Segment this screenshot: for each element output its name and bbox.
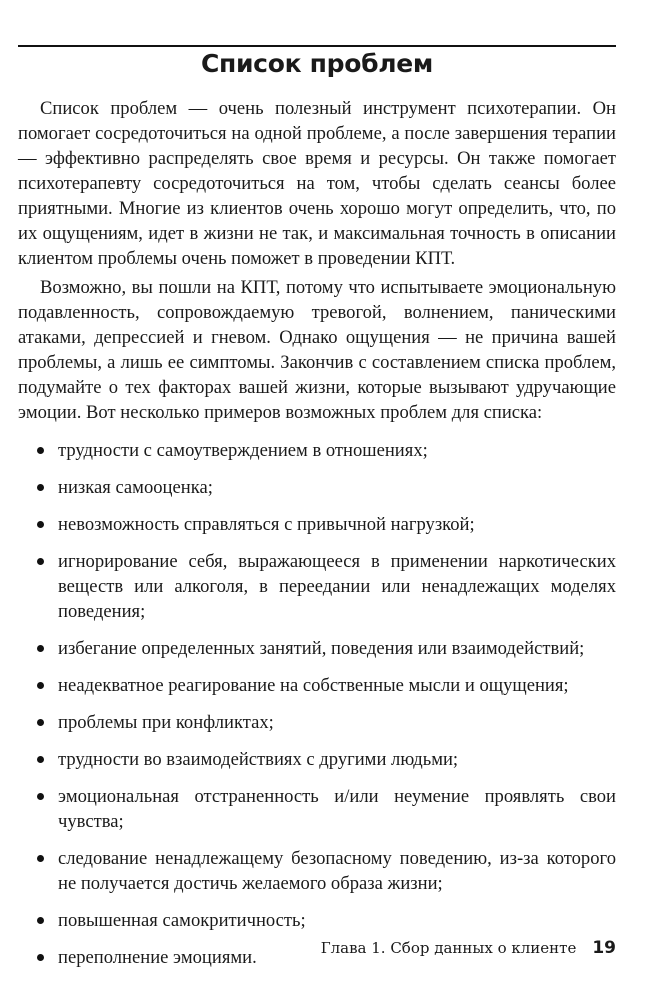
bullet-icon [37,756,44,763]
list-item [18,512,616,537]
page-number: 19 [592,938,616,958]
list-item [18,549,616,624]
list-item-text: трудности с самоутверждением в отношениях; [58,440,428,461]
bullet-icon [37,484,44,491]
bullet-icon [37,793,44,800]
paragraph: Список проблем — очень полезный инструмент психотерапии. Он помогает сосредоточиться на одной проблеме, а после завершения терапии — эффективно распределять свое время и ресурсы. Он также помогает психотерапевту сосредоточиться на том, чтобы сделать сеансы более приятными. Многие из клиентов очень хорошо могут определить, что, по их ощущениям, идет в жизни не так, и максимальная точность в описании клиентом проблемы очень поможет в проведении КПТ. [18,98,616,269]
list-item [18,747,616,772]
list-item-text: игнорирование себя, выражающееся в применении наркотических веществ или алкоголя, в переедании или ненадлежащих моделях поведения; [58,551,616,622]
list-item-text: низкая самооценка; [58,477,213,498]
list-item [18,673,616,698]
section-title: Список проблем [200,49,434,78]
list-item [18,475,616,500]
list-item [18,846,616,896]
bullet-icon [37,682,44,689]
list-item-text: следование ненадлежащему безопасному поведению, из-за которого не получается достичь желаемого образа жизни; [58,848,616,894]
chapter-title: Глава 1. Сбор данных о клиенте [320,939,577,957]
list-item [18,908,616,933]
list-item [18,784,616,834]
list-item-text: трудности во взаимодействиях с другими людьми; [58,749,459,770]
paragraph: Возможно, вы пошли на КПТ, потому что испытываете эмоциональную подавленность, сопровождаемую тревогой, волнением, паническими атаками, депрессией и гневом. Однако ощущения — не причина вашей проблемы, а лишь ее симптомы. Закончив с составлением списка проблем, подумайте о тех факторах вашей жизни, которые вызывают удручающие эмоции. Вот несколько примеров возможных проблем для списка: [18,277,616,423]
list-item-text: невозможность справляться с привычной нагрузкой; [58,514,475,535]
bullet-icon [37,917,44,924]
list-item-text: избегание определенных занятий, поведения или взаимодействий; [58,638,585,659]
list-item-text: неадекватное реагирование на собственные мысли и ощущения; [58,675,569,696]
bullet-icon [37,855,44,862]
list-item [18,438,616,463]
list-item-text: эмоциональная отстраненность и/или неумение проявлять свои чувства; [58,786,616,832]
page-footer [321,938,616,958]
list-item [18,636,616,661]
list-item-text: проблемы при конфликтах; [58,712,274,733]
bullet-icon [37,558,44,565]
bullet-icon [37,645,44,652]
page-content [18,96,616,982]
bullet-icon [37,954,44,961]
problem-list [18,438,616,970]
list-item-text: переполнение эмоциями. [58,947,257,968]
bullet-icon [37,719,44,726]
bullet-icon [37,447,44,454]
list-item-text: повышенная самокритичность; [58,910,306,931]
bullet-icon [37,521,44,528]
list-item [18,710,616,735]
top-rule [18,45,616,47]
